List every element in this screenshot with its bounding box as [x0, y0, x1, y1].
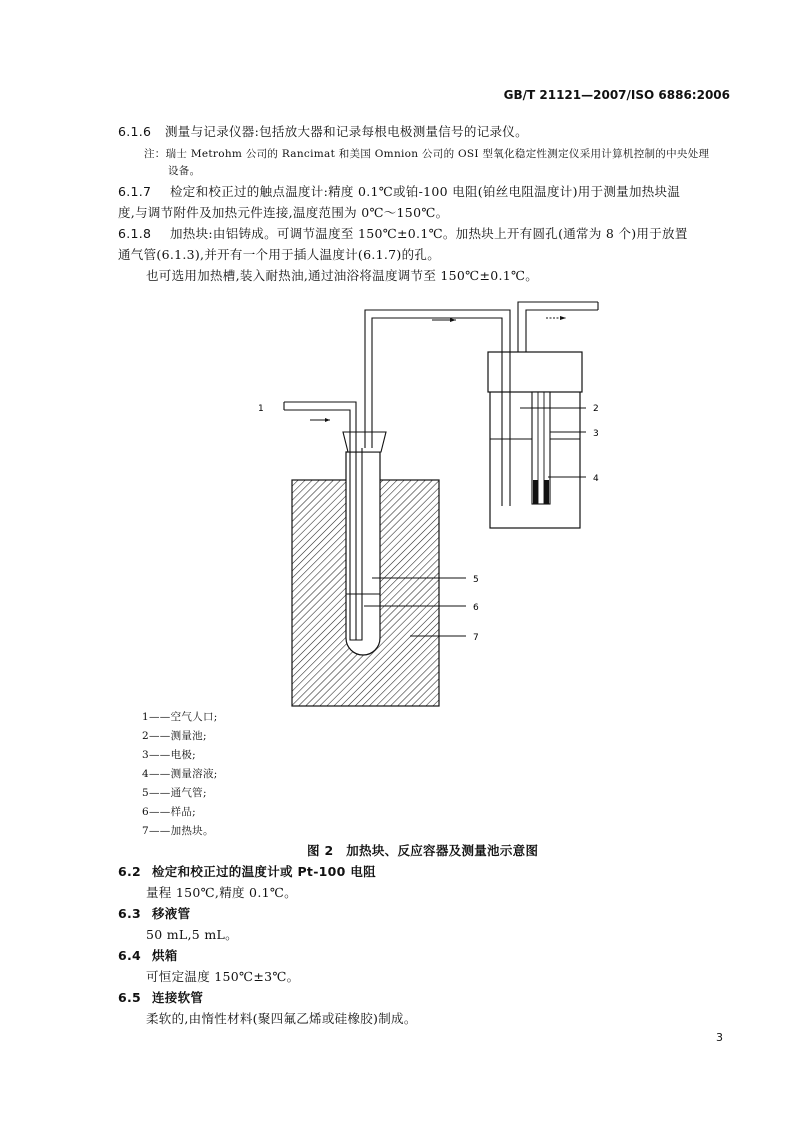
- section-6-4-number: 6.4: [118, 948, 142, 963]
- note-line-1: 注：瑞士 Metrohm 公司的 Rancimat 和美国 Omnion 公司的 OSI 型氧化稳定性测定仪采用计算机控制的中央处理: [144, 148, 710, 160]
- section-6-5-number: 6.5: [118, 990, 142, 1005]
- legend-item-6: 6——样品;: [142, 806, 197, 818]
- section-6-3-title: 移液管: [152, 906, 191, 921]
- section-6-3-number: 6.3: [118, 906, 142, 921]
- figure-caption: 图 2 加热块、反应容器及测量池示意图: [307, 843, 539, 858]
- label-7: 7: [473, 633, 479, 643]
- section-6-5-title: 连接软管: [152, 990, 204, 1005]
- section-6-1-8-line-3: 也可选用加热槽,装入耐热油,通过油浴将温度调节至 150℃±0.1℃。: [146, 268, 539, 283]
- section-6-1-8-line-2: 通气管(6.1.3),并开有一个用于插人温度计(6.1.7)的孔。: [118, 247, 440, 262]
- note-line-2: 设备。: [168, 165, 201, 177]
- label-4: 4: [593, 474, 599, 484]
- legend-item-3: 3——电极;: [142, 749, 197, 761]
- section-6-1-7-line-1: 检定和校正过的触点温度计:精度 0.1℃或铂-100 电阻(铂丝电阻温度计)用于测量加热块温: [170, 184, 681, 199]
- section-6-2-body: 量程 150℃,精度 0.1℃。: [146, 885, 297, 900]
- standard-number: GB/T 21121—2007/ISO 6886:2006: [503, 88, 730, 102]
- label-2: 2: [593, 404, 599, 414]
- legend-item-2: 2——测量池;: [142, 730, 207, 742]
- section-6-1-8-line-1: 加热块:由铝铸成。可调节温度至 150℃±0.1℃。加热块上开有圆孔(通常为 8 个)用于放置: [170, 226, 688, 241]
- section-6-1-7-number: 6.1.7: [118, 184, 152, 199]
- section-6-1-7-line-2: 度,与调节附件及加热元件连接,温度范围为 0℃～150℃。: [118, 205, 449, 220]
- section-6-4-body: 可恒定温度 150℃±3℃。: [146, 969, 300, 984]
- legend-item-7: 7——加热块。: [142, 825, 214, 837]
- section-6-1-6-number: 6.1.6: [118, 124, 152, 139]
- legend-item-4: 4——测量溶液;: [142, 768, 218, 780]
- electrode: [532, 392, 550, 504]
- section-6-2-number: 6.2: [118, 864, 142, 879]
- legend-item-1: 1——空气人口;: [142, 711, 218, 723]
- outlet-tube: [365, 310, 510, 506]
- section-6-1-6-text: 测量与记录仪器:包括放大器和记录每根电极测量信号的记录仪。: [165, 124, 528, 139]
- legend-item-5: 5——通气管;: [142, 787, 207, 799]
- label-5: 5: [473, 575, 479, 585]
- label-1: 1: [258, 404, 264, 414]
- label-3: 3: [593, 429, 599, 439]
- section-6-4-title: 烘箱: [152, 948, 178, 963]
- section-6-1-8-number: 6.1.8: [118, 226, 152, 241]
- label-6: 6: [473, 603, 479, 613]
- section-6-3-body: 50 mL,5 mL。: [146, 927, 238, 942]
- page-number: 3: [716, 1031, 724, 1044]
- section-6-2-title: 检定和校正过的温度计或 Pt-100 电阻: [152, 864, 376, 879]
- section-6-5-body: 柔软的,由惰性材料(聚四氟乙烯或硅橡胶)制成。: [146, 1011, 417, 1026]
